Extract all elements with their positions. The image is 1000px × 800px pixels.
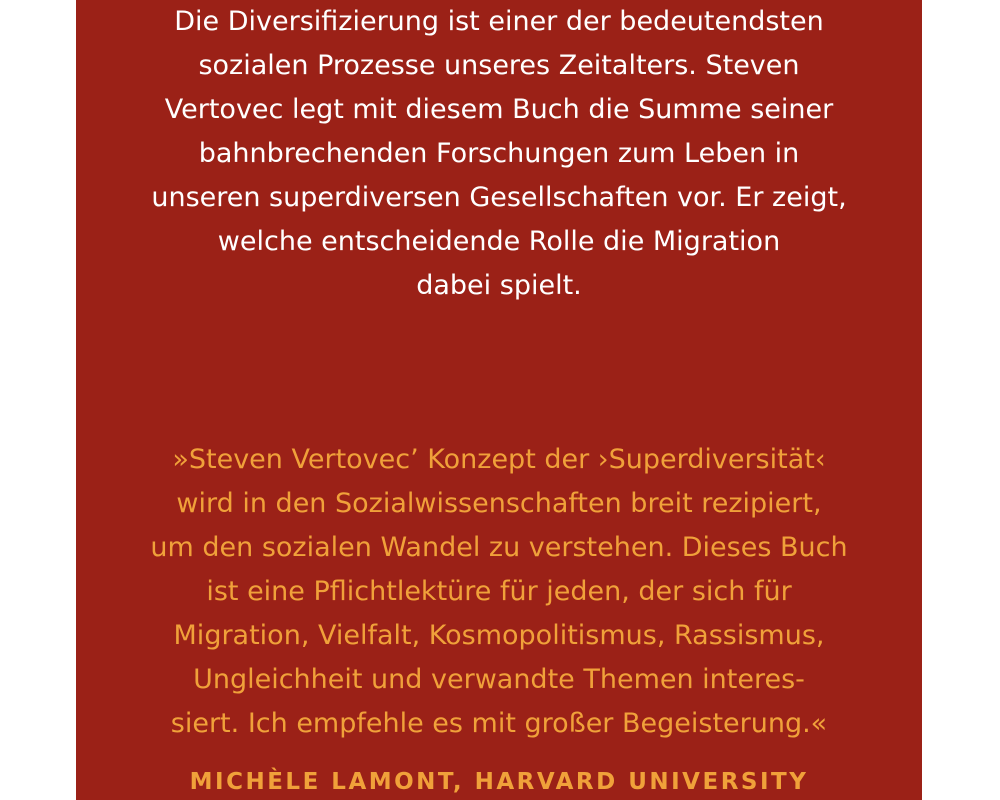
- quote-line: um den sozialen Wandel zu verstehen. Dieses Buch: [150, 532, 848, 563]
- blurb-line: Vertovec legt mit diesem Buch die Summe seiner: [164, 94, 834, 125]
- quote-line: siert. Ich empfehle es mit großer Begeisterung.«: [170, 708, 828, 739]
- blurb-line: unseren superdiversen Gesellschaften vor. Er zeigt,: [151, 182, 847, 213]
- blurb-line: bahnbrechenden Forschungen zum Leben in: [198, 138, 800, 169]
- review-quote: [76, 438, 922, 746]
- quote-line: wird in den Sozialwissenschaften breit rezipiert,: [176, 488, 822, 519]
- quote-line: ist eine Pflichtlektüre für jeden, der sich für: [206, 576, 792, 607]
- blurb-line: sozialen Prozesse unseres Zeitalters. Steven: [198, 50, 800, 81]
- blurb-line: Die Diversifizierung ist einer der bedeutendsten: [174, 6, 824, 37]
- book-back-cover: [76, 0, 922, 800]
- blurb-text: [76, 0, 922, 308]
- quote-line: Migration, Vielfalt, Kosmopolitismus, Rassismus,: [173, 620, 825, 651]
- quote-line: Ungleichheit und verwandte Themen interes-: [193, 664, 805, 695]
- quote-attribution: MICHÈLE LAMONT, HARVARD UNIVERSITY: [189, 769, 809, 795]
- quote-line: »Steven Vertovec’ Konzept der ›Superdiversität‹: [172, 444, 826, 475]
- blurb-line: welche entscheidende Rolle die Migration: [217, 226, 781, 257]
- blurb-line: dabei spielt.: [416, 270, 582, 301]
